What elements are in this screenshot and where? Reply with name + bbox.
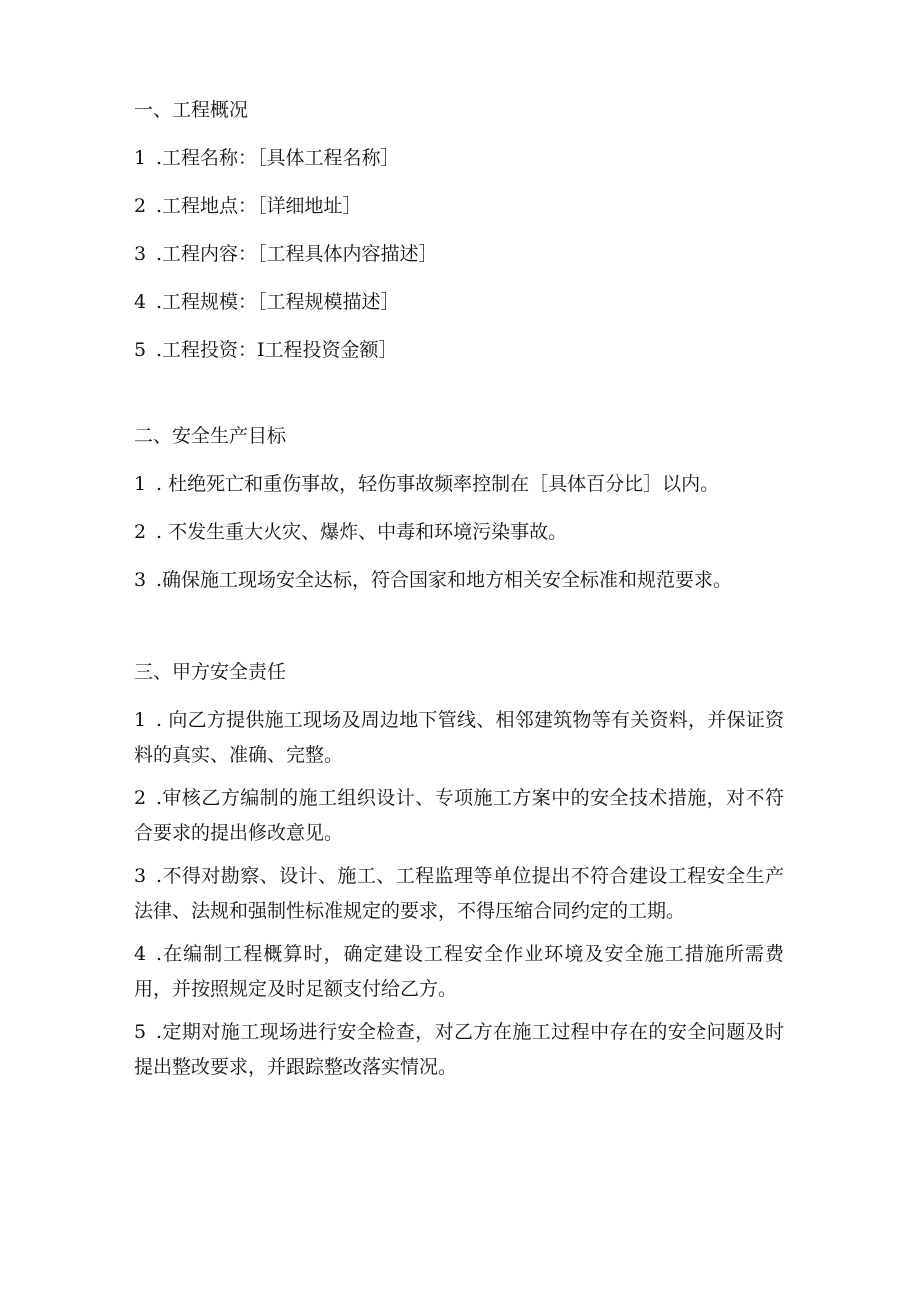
item-number: 3: [134, 865, 147, 887]
list-item: [134, 146, 784, 170]
item-text: .确保施工现场安全达标，符合国家和地方相关安全标准和规范要求。: [156, 569, 733, 591]
item-number: 2: [134, 521, 147, 543]
list-item: [134, 520, 784, 544]
item-text: .定期对施工现场进行安全检查，对乙方在施工过程中存在的安全问题及时提出整改要求，并跟踪整改落实情况。: [134, 1021, 784, 1078]
item-number: 2: [134, 787, 147, 809]
list-item: [134, 472, 784, 496]
item-text: .工程名称：［具体工程名称］: [156, 147, 400, 169]
section-project-overview: [134, 98, 784, 386]
item-text: .工程规模：［工程规模描述］: [156, 291, 400, 313]
item-text: . 向乙方提供施工现场及周边地下管线、相邻建筑物等有关资料，并保证资料的真实、准确、完整。: [134, 709, 784, 766]
list-item: [134, 1015, 784, 1085]
item-text: .不得对勘察、设计、施工、工程监理等单位提出不符合建设工程安全生产法律、法规和强制性标准规定的要求，不得压缩合同约定的工期。: [134, 865, 784, 922]
item-number: 1: [134, 709, 147, 731]
section-party-a-responsibilities: [134, 660, 784, 1098]
section-safety-goals: [134, 424, 784, 616]
item-number: 3: [134, 569, 147, 591]
item-number: 1: [134, 473, 147, 495]
list-item: [134, 781, 784, 851]
item-text: .审核乙方编制的施工组织设计、专项施工方案中的安全技术措施，对不符合要求的提出修改意见。: [134, 787, 784, 844]
list-item: [134, 703, 784, 773]
section-heading: 一、工程概况: [134, 99, 249, 121]
item-number: 4: [134, 291, 147, 313]
list-item: [134, 338, 784, 362]
section-heading: 二、安全生产目标: [134, 425, 287, 447]
item-text: .工程地点：［详细地址］: [156, 195, 362, 217]
list-item: [134, 568, 784, 592]
item-text: . 不发生重大火灾、爆炸、中毒和环境污染事故。: [156, 521, 568, 543]
list-item: [134, 290, 784, 314]
list-item: [134, 859, 784, 929]
item-number: 2: [134, 195, 147, 217]
item-text: .在编制工程概算时，确定建设工程安全作业环境及安全施工措施所需费用，并按照规定及时足额支付给乙方。: [134, 943, 784, 1000]
list-item: [134, 194, 784, 218]
list-item: [134, 937, 784, 1007]
item-number: 1: [134, 147, 147, 169]
item-text: .工程内容：［工程具体内容描述］: [156, 243, 438, 265]
item-text: .工程投资：I工程投资金额］: [156, 339, 398, 361]
list-item: [134, 242, 784, 266]
item-text: . 杜绝死亡和重伤事故，轻伤事故频率控制在［具体百分比］以内。: [156, 473, 720, 495]
item-number: 5: [134, 1021, 147, 1043]
item-number: 4: [134, 943, 147, 965]
section-heading: 三、甲方安全责任: [134, 661, 287, 683]
item-number: 3: [134, 243, 147, 265]
item-number: 5: [134, 339, 147, 361]
